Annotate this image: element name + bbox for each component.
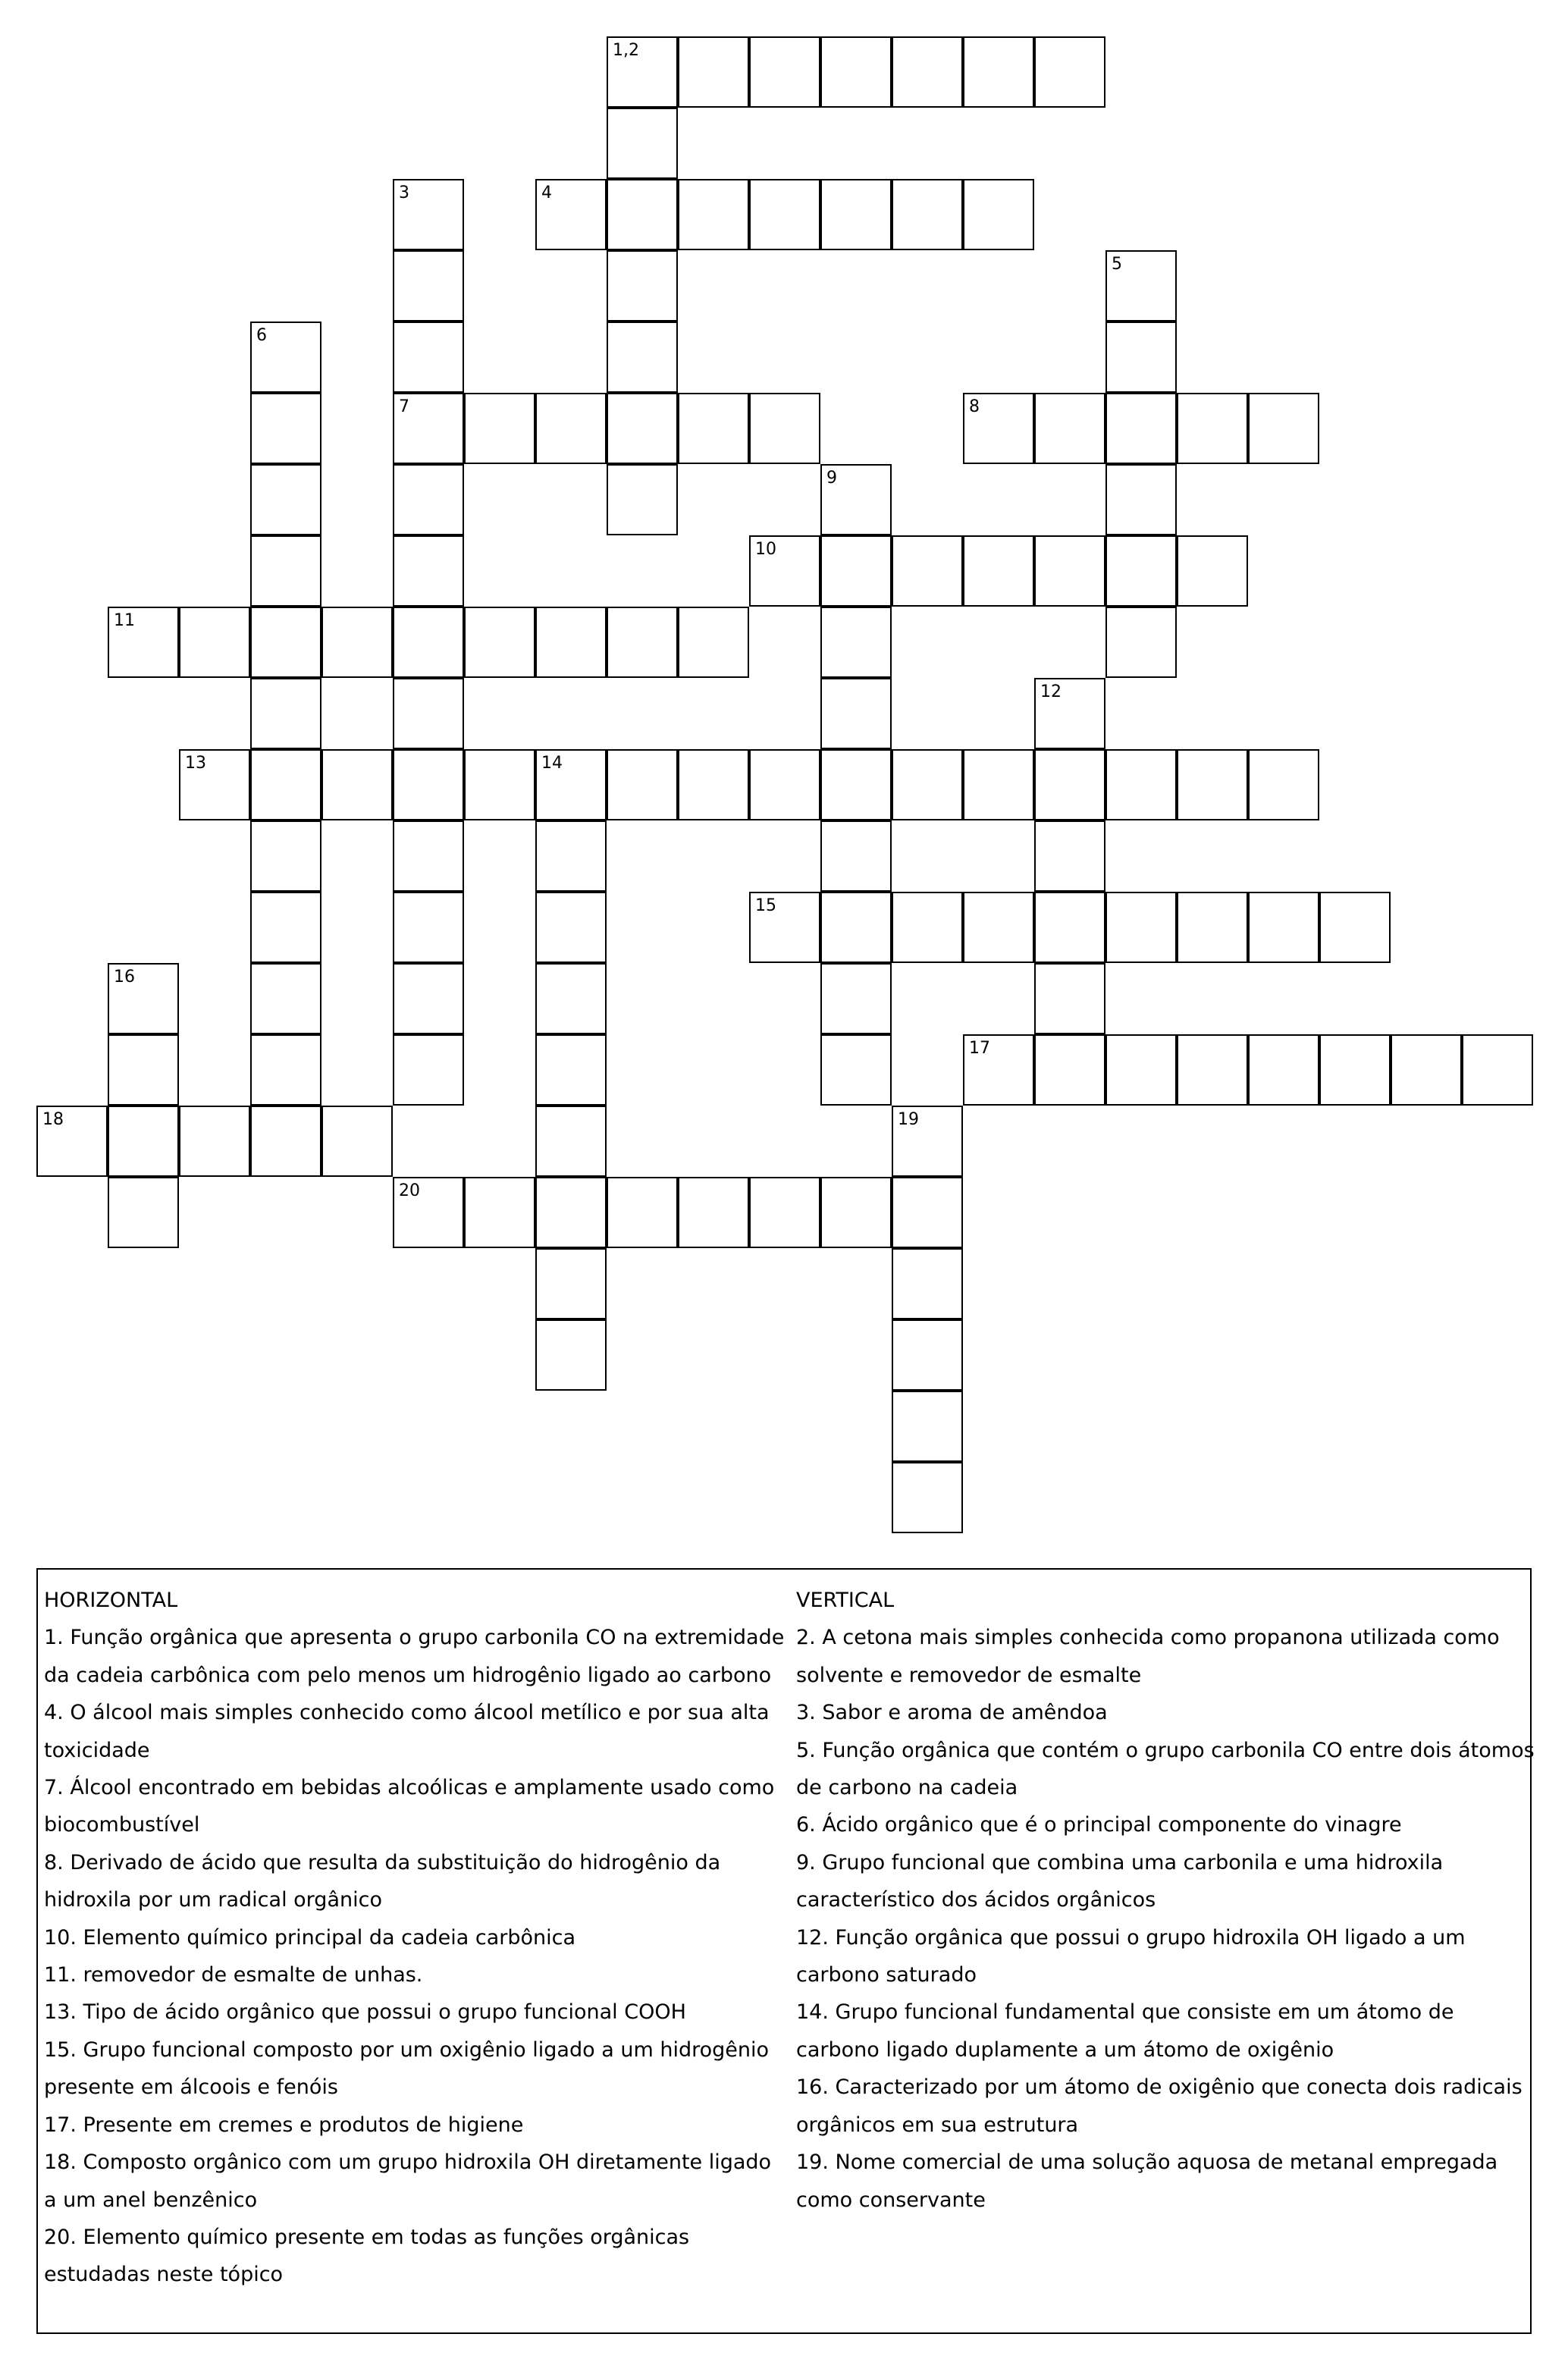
grid-cell[interactable]	[1034, 393, 1105, 464]
grid-cell[interactable]	[607, 607, 678, 678]
grid-cell[interactable]	[393, 607, 464, 678]
grid-cell[interactable]	[250, 892, 321, 963]
cell-number: 7	[399, 397, 409, 416]
grid-cell[interactable]	[179, 749, 250, 820]
grid-cell[interactable]	[1034, 963, 1105, 1034]
grid-cell[interactable]	[963, 36, 1034, 108]
grid-cell[interactable]	[535, 820, 607, 892]
grid-cell[interactable]	[250, 963, 321, 1034]
grid-cell[interactable]	[892, 892, 963, 963]
grid-cell[interactable]	[250, 1034, 321, 1106]
grid-cell[interactable]	[1105, 749, 1177, 820]
grid-cell[interactable]	[1034, 820, 1105, 892]
grid-cell[interactable]	[678, 36, 749, 108]
grid-cell[interactable]	[892, 749, 963, 820]
clue-v-16: 16. Caracterizado por um átomo de oxigênio que conecta dois radicais orgânicos em sua estrutura	[796, 2075, 1523, 2137]
horizontal-clues	[44, 1582, 787, 2294]
grid-cell[interactable]	[393, 322, 464, 393]
grid-cell[interactable]	[535, 892, 607, 963]
grid-cell[interactable]	[393, 535, 464, 607]
vertical-heading: VERTICAL	[796, 1589, 895, 1612]
clue-v-9: 9. Grupo funcional que combina uma carbonila e uma hidroxila característico dos ácidos orgânicos	[796, 1850, 1444, 1912]
cell-number: 11	[114, 611, 135, 630]
grid-cell[interactable]	[393, 1034, 464, 1106]
clue-h-15: 15. Grupo funcional composto por um oxigênio ligado a um hidrogênio presente em álcoois e fenóis	[44, 2037, 769, 2100]
grid-cell[interactable]	[678, 749, 749, 820]
grid-cell[interactable]	[250, 678, 321, 749]
grid-cell[interactable]	[607, 1177, 678, 1248]
cell-number: 16	[114, 968, 135, 987]
grid-cell[interactable]	[963, 892, 1034, 963]
cell-number: 5	[1112, 255, 1122, 274]
grid-cell[interactable]	[1248, 1034, 1319, 1106]
grid-cell[interactable]	[1177, 393, 1248, 464]
grid-cell[interactable]	[1105, 1034, 1177, 1106]
grid-cell[interactable]	[36, 1106, 108, 1177]
cell-number: 6	[256, 326, 267, 345]
clue-h-1: 1. Função orgânica que apresenta o grupo carbonila CO na extremidade da cadeia carbônica com pelo menos um hidrogênio ligado ao carbono	[44, 1626, 785, 1687]
grid-cell[interactable]	[607, 250, 678, 322]
cell-number: 4	[541, 184, 552, 202]
cell-number: 9	[826, 469, 837, 488]
clue-h-8: 8. Derivado de ácido que resulta da substituição do hidrogênio da hidroxila por um radical orgânico	[44, 1850, 721, 1912]
grid-cell[interactable]	[464, 393, 535, 464]
grid-cell[interactable]	[250, 749, 321, 820]
grid-cell[interactable]	[464, 749, 535, 820]
grid-cell[interactable]	[749, 892, 820, 963]
grid-cell[interactable]	[535, 1319, 607, 1391]
grid-cell[interactable]	[1105, 892, 1177, 963]
grid-cell[interactable]	[820, 892, 892, 963]
grid-cell[interactable]	[820, 1177, 892, 1248]
grid-cell[interactable]	[678, 1177, 749, 1248]
cell-number: 15	[755, 896, 776, 915]
grid-cell[interactable]	[892, 36, 963, 108]
grid-cell[interactable]	[820, 535, 892, 607]
grid-cell[interactable]	[535, 393, 607, 464]
cell-number: 8	[969, 397, 980, 416]
grid-cell[interactable]	[535, 963, 607, 1034]
grid-cell[interactable]	[1319, 892, 1391, 963]
grid-cell[interactable]	[1105, 464, 1177, 535]
grid-cell[interactable]	[820, 607, 892, 678]
clue-v-6: 6. Ácido orgânico que é o principal componente do vinagre	[796, 1813, 1402, 1837]
grid-cell[interactable]	[535, 1177, 607, 1248]
grid-cell[interactable]	[1105, 393, 1177, 464]
grid-cell[interactable]	[607, 464, 678, 535]
grid-cell[interactable]	[820, 820, 892, 892]
grid-cell[interactable]	[1105, 607, 1177, 678]
grid-cell[interactable]	[963, 179, 1034, 250]
grid-cell[interactable]	[820, 678, 892, 749]
grid-cell[interactable]	[892, 1106, 963, 1177]
grid-cell[interactable]	[321, 1106, 393, 1177]
grid-cell[interactable]	[892, 1248, 963, 1319]
grid-cell[interactable]	[321, 749, 393, 820]
grid-cell[interactable]	[820, 179, 892, 250]
grid-cell[interactable]	[1034, 535, 1105, 607]
clue-v-12: 12. Função orgânica que possui o grupo hidroxila OH ligado a um carbono saturado	[796, 1925, 1466, 1987]
grid-cell[interactable]	[179, 1106, 250, 1177]
grid-cell[interactable]	[678, 393, 749, 464]
vertical-clues	[796, 1582, 1539, 2219]
clue-v-5: 5. Função orgânica que contém o grupo carbonila CO entre dois átomos de carbono na cadeia	[796, 1738, 1535, 1800]
grid-cell[interactable]	[892, 1319, 963, 1391]
grid-cell[interactable]	[963, 535, 1034, 607]
cell-number: 13	[185, 754, 206, 773]
clue-h-4: 4. O álcool mais simples conhecido como álcool metílico e por sua alta toxicidade	[44, 1701, 770, 1762]
grid-cell[interactable]	[535, 607, 607, 678]
grid-cell[interactable]	[393, 963, 464, 1034]
grid-cell[interactable]	[321, 607, 393, 678]
grid-cell[interactable]	[1034, 36, 1105, 108]
grid-cell[interactable]	[749, 1177, 820, 1248]
grid-cell[interactable]	[1319, 1034, 1391, 1106]
grid-cell[interactable]	[892, 179, 963, 250]
grid-cell[interactable]	[607, 108, 678, 179]
cell-number: 10	[755, 540, 776, 559]
grid-cell[interactable]	[1105, 535, 1177, 607]
cell-number: 18	[42, 1110, 64, 1129]
grid-cell[interactable]	[607, 749, 678, 820]
grid-cell[interactable]	[393, 179, 464, 250]
grid-cell[interactable]	[179, 607, 250, 678]
cell-number: 20	[399, 1181, 420, 1200]
grid-cell[interactable]	[393, 464, 464, 535]
grid-cell[interactable]	[1248, 749, 1319, 820]
grid-cell[interactable]	[108, 1177, 179, 1248]
clue-h-18: 18. Composto orgânico com um grupo hidroxila OH diretamente ligado a um anel benzênico	[44, 2150, 772, 2212]
clue-h-17: 17. Presente em cremes e produtos de higiene	[44, 2113, 524, 2137]
grid-cell[interactable]	[393, 250, 464, 322]
grid-cell[interactable]	[535, 1034, 607, 1106]
grid-cell[interactable]	[250, 535, 321, 607]
grid-cell[interactable]	[1034, 678, 1105, 749]
clue-v-14: 14. Grupo funcional fundamental que consiste em um átomo de carbono ligado duplamente a um átomo de oxigênio	[796, 2000, 1454, 2062]
grid-cell[interactable]	[250, 820, 321, 892]
grid-cell[interactable]	[749, 36, 820, 108]
grid-cell[interactable]	[1462, 1034, 1533, 1106]
grid-cell[interactable]	[535, 179, 607, 250]
grid-cell[interactable]	[607, 179, 678, 250]
clue-v-3: 3. Sabor e aroma de amêndoa	[796, 1701, 1108, 1725]
grid-cell[interactable]	[749, 393, 820, 464]
grid-cell[interactable]	[464, 607, 535, 678]
grid-cell[interactable]	[250, 322, 321, 393]
grid-cell[interactable]	[963, 393, 1034, 464]
grid-cell[interactable]	[108, 607, 179, 678]
grid-cell[interactable]	[108, 1034, 179, 1106]
grid-cell[interactable]	[108, 963, 179, 1034]
grid-cell[interactable]	[892, 1391, 963, 1462]
grid-cell[interactable]	[464, 1177, 535, 1248]
grid-cell[interactable]	[678, 179, 749, 250]
grid-cell[interactable]	[820, 963, 892, 1034]
grid-cell[interactable]	[250, 393, 321, 464]
grid-cell[interactable]	[820, 1034, 892, 1106]
grid-cell[interactable]	[535, 1248, 607, 1319]
clue-h-11: 11. removedor de esmalte de unhas.	[44, 1963, 423, 1987]
grid-cell[interactable]	[607, 36, 678, 108]
grid-cell[interactable]	[1105, 322, 1177, 393]
grid-cell[interactable]	[820, 749, 892, 820]
grid-cell[interactable]	[1034, 749, 1105, 820]
grid-cell[interactable]	[1177, 892, 1248, 963]
grid-cell[interactable]	[892, 1462, 963, 1533]
grid-cell[interactable]	[250, 464, 321, 535]
grid-cell[interactable]	[1034, 1034, 1105, 1106]
grid-cell[interactable]	[749, 749, 820, 820]
grid-cell[interactable]	[607, 393, 678, 464]
grid-cell[interactable]	[393, 1177, 464, 1248]
grid-cell[interactable]	[1248, 393, 1319, 464]
grid-cell[interactable]	[108, 1106, 179, 1177]
grid-cell[interactable]	[963, 1034, 1034, 1106]
cell-number: 19	[898, 1110, 919, 1129]
grid-cell[interactable]	[535, 1106, 607, 1177]
grid-cell[interactable]	[1248, 892, 1319, 963]
grid-cell[interactable]	[250, 607, 321, 678]
grid-cell[interactable]	[1177, 749, 1248, 820]
grid-cell[interactable]	[820, 464, 892, 535]
grid-cell[interactable]	[393, 892, 464, 963]
cell-number: 17	[969, 1039, 990, 1058]
grid-cell[interactable]	[678, 607, 749, 678]
clue-v-19: 19. Nome comercial de uma solução aquosa de metanal empregada como conservante	[796, 2150, 1498, 2212]
clue-h-7: 7. Álcool encontrado em bebidas alcoólicas e amplamente usado como biocombustível	[44, 1776, 775, 1837]
clue-v-2: 2. A cetona mais simples conhecida como propanona utilizada como solvente e removedor de esmalte	[796, 1626, 1500, 1687]
cell-number: 1,2	[613, 41, 639, 60]
grid-cell[interactable]	[749, 535, 820, 607]
grid-cell[interactable]	[393, 393, 464, 464]
grid-cell[interactable]	[393, 749, 464, 820]
cell-number: 3	[399, 184, 409, 202]
grid-cell[interactable]	[1177, 1034, 1248, 1106]
cell-number: 12	[1040, 682, 1062, 701]
clue-h-20: 20. Elemento químico presente em todas as funções orgânicas estudadas neste tópico	[44, 2225, 690, 2287]
grid-cell[interactable]	[963, 749, 1034, 820]
clue-h-13: 13. Tipo de ácido orgânico que possui o grupo funcional COOH	[44, 2000, 686, 2025]
grid-cell[interactable]	[1391, 1034, 1462, 1106]
grid-cell[interactable]	[892, 535, 963, 607]
grid-cell[interactable]	[1034, 892, 1105, 963]
grid-cell[interactable]	[393, 820, 464, 892]
grid-cell[interactable]	[749, 179, 820, 250]
grid-cell[interactable]	[892, 1177, 963, 1248]
grid-cell[interactable]	[250, 1106, 321, 1177]
clues-box	[36, 1568, 1535, 2334]
horizontal-heading: HORIZONTAL	[44, 1589, 178, 1612]
grid-cell[interactable]	[1177, 535, 1248, 607]
grid-cell[interactable]	[820, 36, 892, 108]
grid-cell[interactable]	[393, 678, 464, 749]
cell-number: 14	[541, 754, 563, 773]
grid-cell[interactable]	[535, 749, 607, 820]
grid-cell[interactable]	[607, 322, 678, 393]
clue-h-10: 10. Elemento químico principal da cadeia carbônica	[44, 1925, 576, 1950]
grid-cell[interactable]	[1105, 250, 1177, 322]
